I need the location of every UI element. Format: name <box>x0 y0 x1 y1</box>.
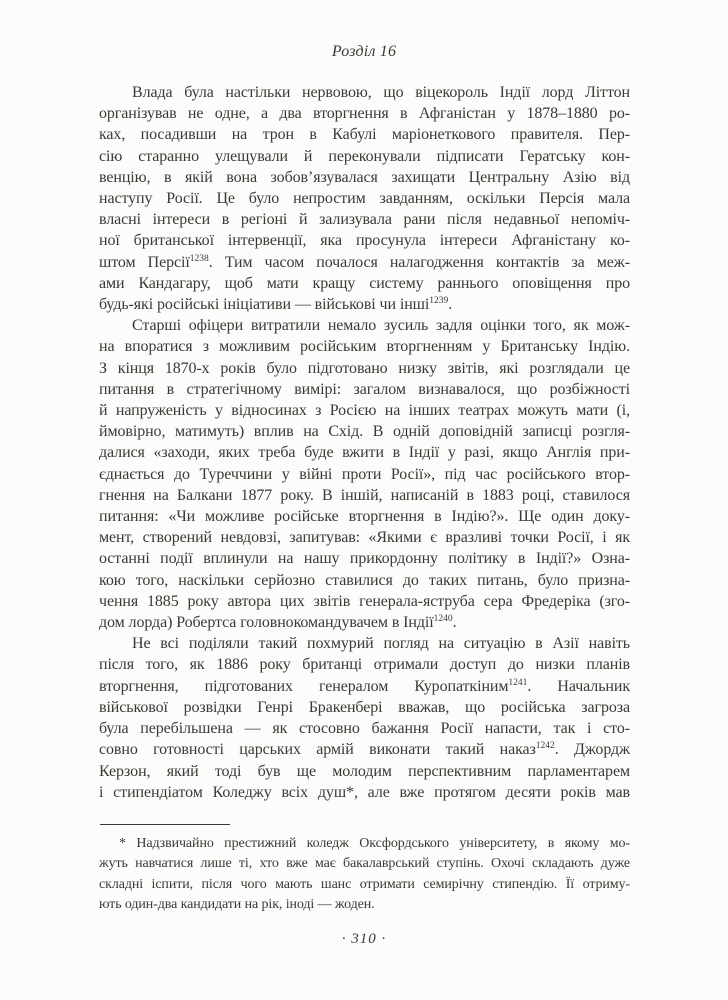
body-text <box>99 82 630 803</box>
text-line: після того, як 1886 року британці отримали доступ до низки планів <box>99 656 630 674</box>
text-line: складні іспити, після чого мають шанс отримати семирічну стипендію. Її отриму- <box>99 876 630 892</box>
text-line: останні події вплинули на нашу прикордонну політику в Індії?» Озна- <box>99 550 630 568</box>
text-line: мент, створений невдовзі, запитував: «Якими є вразливі точки Росії, і як <box>99 529 630 547</box>
text-line: сію старанно улещували й переконували підписати Гератську кон- <box>99 147 630 165</box>
footnote-ref: 1239 <box>429 296 449 307</box>
text-line: і стипендіатом Коледжу всіх душ*, але вже протягом десяти років мав <box>99 783 630 801</box>
footnote-ref: 1238 <box>189 253 209 264</box>
page-number: · 310 · <box>341 931 387 947</box>
text-line: питання в стратегічному вимірі: загалом визнавалося, що розбіжності <box>99 380 630 398</box>
text-line: єднається до Туреччини у війні проти Росії», під час російського втор- <box>99 465 630 483</box>
footnote-ref: 1240 <box>433 614 453 625</box>
chapter-header: Розділ 16 <box>331 43 397 60</box>
text-line: совно готовності царських армій виконати такий наказ$^{1242}$. Джордж <box>99 741 630 759</box>
text-line: гнення на Балкани 1877 року. В іншій, написаній в 1883 році, ставилося <box>99 486 630 504</box>
text-line: жуть навчатися лише ті, хто вже має бакалаврський ступінь. Охочі складають дуже <box>99 856 630 872</box>
text-line: на впоратися з можливим російським вторгненням у Британську Індію. <box>99 338 630 356</box>
text-line: дом лорда) Робертса головнокомандувачем в Індії$^{1240}$. <box>99 614 457 632</box>
text-line: ках, посадивши на трон в Кабулі маріонеткового правителя. Пер- <box>99 126 630 144</box>
text-line: ної британської інтервенції, яка просунула інтереси Афганістану ко- <box>99 232 630 250</box>
text-line: Старші офіцери витратили немало зусиль задля оцінки того, як мож- <box>132 317 630 335</box>
text-line: ймовірно, матимуть) вплив на Схід. В одній доповідній записці розгля- <box>99 423 630 441</box>
text-line: організував не одне, а два вторгнення в Афганістан у 1878–1880 ро- <box>99 105 630 123</box>
footnote-ref: 1241 <box>508 677 528 688</box>
text-line: військової розвідки Генрі Бракенбері вважав, що російська загроза <box>99 698 630 716</box>
text-line: ють один-два кандидати на рік, іноді — жоден. <box>99 897 375 913</box>
text-line: венцію, в якій вона зобов’язувалася захищати Центральну Азію від <box>99 168 630 186</box>
text-line: чення 1885 року автора цих звітів генерала-яструба сера Фредеріка (зго- <box>99 592 630 610</box>
text-line: й напруженість у відносинах з Росією на інших театрах можуть мати (і, <box>99 402 630 420</box>
text-line: далися «заходи, яких треба буде вжити в Індії у разі, якщо Англія при- <box>99 444 630 462</box>
text-line: штом Персії$^{1238}$. Тим часом почалося налагодження контактів за меж- <box>99 253 630 271</box>
footnote-ref: 1242 <box>535 741 555 752</box>
text-line: будь-які російські ініціативи — військові чи інші$^{1239}$. <box>99 296 453 314</box>
text-line: ами Кандагару, щоб мати кращу систему раннього оповіщення про <box>99 274 630 292</box>
text-line: Керзон, який тоді був ще молодим перспективним парламентарем <box>99 762 630 780</box>
text-line: Не всі поділяли такий похмурий погляд на ситуацію в Азії навіть <box>132 635 630 653</box>
text-line: наступу Росії. Це було непростим завданням, оскільки Персія мала <box>99 190 630 208</box>
footnote-divider <box>100 824 230 825</box>
text-line: * Надзвичайно престижний коледж Оксфордського університету, в якому мо- <box>119 836 630 851</box>
text-line: Влада була настільки нервовою, що віцекороль Індії лорд Літтон <box>132 84 630 101</box>
text-line: кою того, наскільки серйозно ставилися до таких питань, було призна- <box>99 571 630 589</box>
text-line: вторгнення, підготованих генералом Куропаткіним$^{1241}$. Начальник <box>99 677 630 695</box>
text-line: власні інтереси в регіоні й зализувала рани після недавньої непоміч- <box>99 211 630 229</box>
text-line: З кінця 1870-х років було підготовано низку звітів, які розглядали це <box>99 359 630 377</box>
text-line: питання: «Чи можливе російське вторгнення в Індію?». Ще один доку- <box>99 508 630 526</box>
text-line: була перебільшена — як стосовно бажання Росії напасти, так і сто- <box>99 720 630 738</box>
footnote-text <box>99 834 630 916</box>
